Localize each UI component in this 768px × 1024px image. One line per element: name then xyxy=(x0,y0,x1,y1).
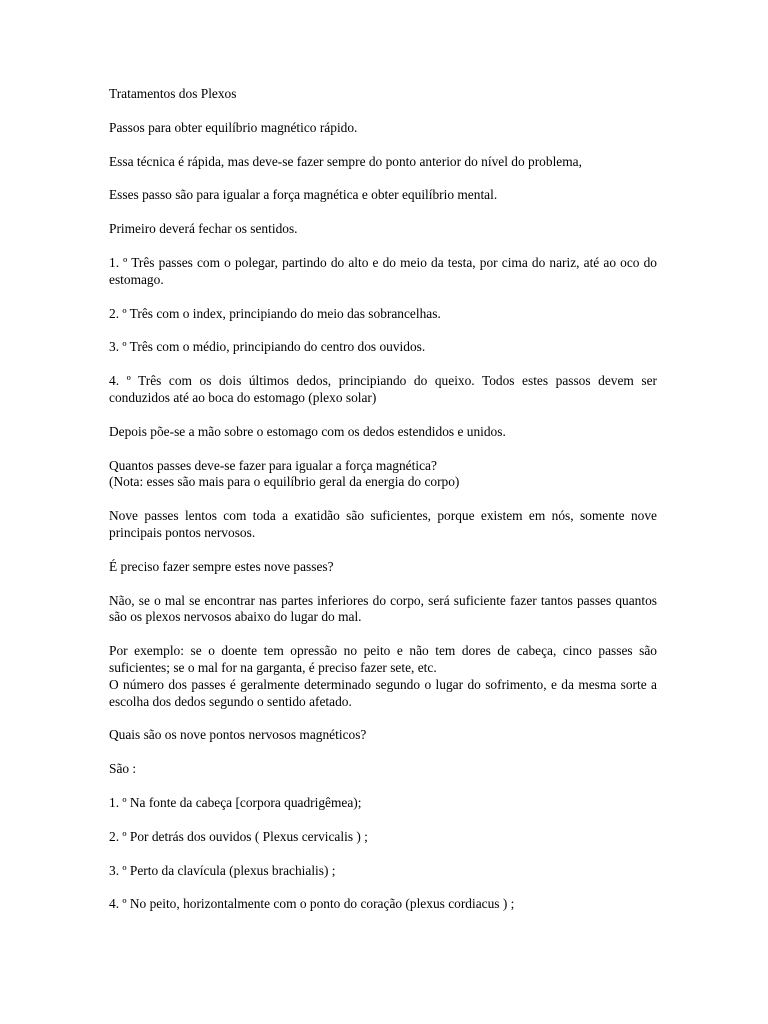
question-paragraph: É preciso fazer sempre estes nove passes? xyxy=(109,558,334,574)
paragraph: Essa técnica é rápida, mas deve-se fazer sempre do ponto anterior do nível do problema, xyxy=(109,153,582,169)
example-line: O número dos passes é geralmente determinado segundo o lugar do sofrimento, e da mesma sorte a escolha dos dedos segundo o sentido afetado. xyxy=(109,676,657,709)
answer-intro: São : xyxy=(109,761,137,777)
paragraph: Primeiro deverá fechar os sentidos. xyxy=(109,221,298,237)
question-line: Quantos passes deve-se fazer para igualar a força magnética? xyxy=(109,457,437,473)
paragraph: Esses passo são para igualar a força magnética e obter equilíbrio mental. xyxy=(109,187,498,203)
step-paragraph: 3. º Três com o médio, principiando do centro dos ouvidos. xyxy=(109,339,426,355)
step-paragraph: 2. º Três com o index, principiando do meio das sobrancelhas. xyxy=(109,305,441,321)
example-paragraph xyxy=(109,643,657,710)
question-paragraph: Quais são os nove pontos nervosos magnéticos? xyxy=(109,727,367,743)
example-line: Por exemplo: se o doente tem opressão no peito e não tem dores de cabeça, cinco passes são suficientes; se o mal for na garganta, é preciso fazer sete, etc. xyxy=(109,643,657,675)
list-item: 4. º No peito, horizontalmente com o ponto do coração (plexus cordiacus ) ; xyxy=(109,896,515,912)
answer-paragraph: Nove passes lentos com toda a exatidão são suficientes, porque existem em nós, somente nove principais pontos nervosos. xyxy=(109,508,657,540)
document-page xyxy=(109,86,657,930)
step-paragraph: 1. º Três passes com o polegar, partindo do alto e do meio da testa, por cima do nariz, até ao oco do estomago. xyxy=(109,254,657,287)
question-paragraph xyxy=(109,458,657,492)
document-title: Tratamentos dos Plexos xyxy=(109,86,237,101)
step-paragraph: 4. º Três com os dois últimos dedos, principiando do queixo. Todos estes passos devem ser conduzidos até ao boca do estomago (plexo solar) xyxy=(109,373,657,405)
paragraph: Passos para obter equilíbrio magnético rápido. xyxy=(109,119,358,135)
paragraph: Depois põe-se a mão sobre o estomago com os dedos estendidos e unidos. xyxy=(109,423,506,439)
list-item: 3. º Perto da clavícula (plexus brachialis) ; xyxy=(109,862,336,878)
answer-paragraph: Não, se o mal se encontrar nas partes inferiores do corpo, será suficiente fazer tantos passes quantos são os plexos nervosos abaixo do lugar do mal. xyxy=(109,592,657,625)
note-line: (Nota: esses são mais para o equilíbrio geral da energia do corpo) xyxy=(109,474,460,490)
list-item: 1. º Na fonte da cabeça [corpora quadrigêmea); xyxy=(109,794,362,810)
list-item: 2. º Por detrás dos ouvidos ( Plexus cervicalis ) ; xyxy=(109,828,368,844)
